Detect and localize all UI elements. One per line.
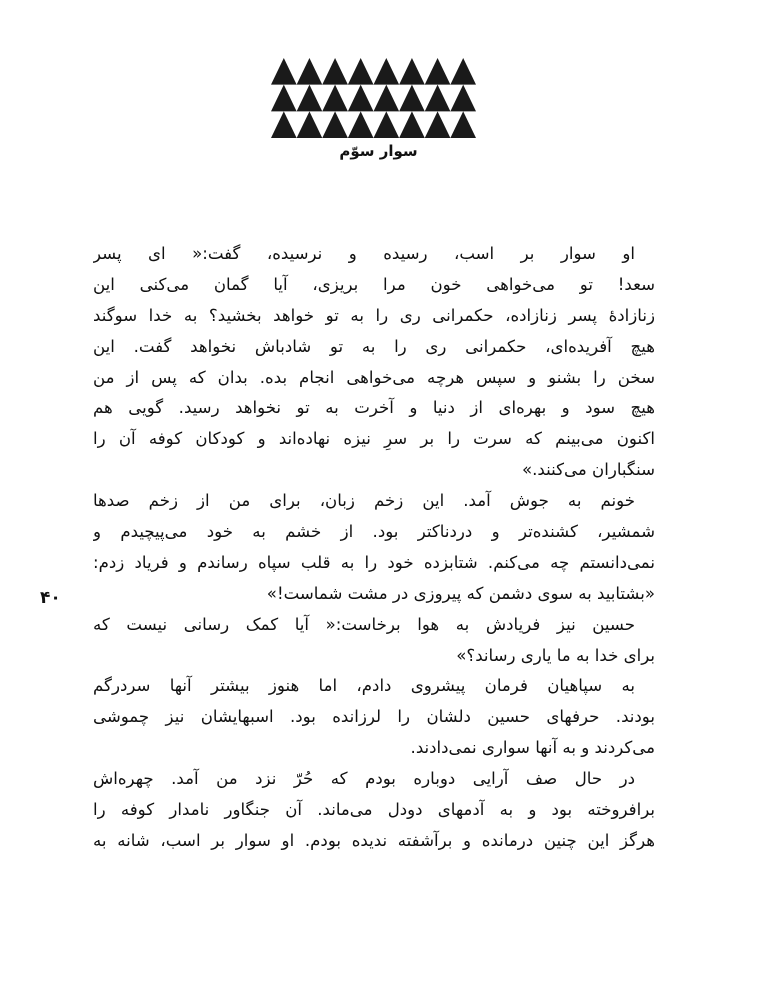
ornament-triangle — [297, 85, 323, 112]
text-line: او سوار بر اسب، رسیده و نرسیده، گفت:« ای پسر — [93, 244, 635, 263]
ornament-triangle — [374, 58, 400, 85]
ornament-triangle — [450, 85, 476, 112]
text-line: می‌کردند و به آنها سواری نمی‌دادند. — [410, 738, 655, 758]
text-line: حسین نیز فریادش به هوا برخاست:« آیا کمک رسانی نیست که — [93, 614, 635, 634]
text-line: سخن را بشنو و سپس هرچه می‌خواهی انجام بده. بدان که پس از من — [93, 367, 655, 387]
ornament-triangle — [399, 111, 425, 138]
text-line: هرگز این چنین درمانده و برآشفته ندیده بودم. او سوار بر اسب، شانه به — [93, 830, 655, 850]
ornament-triangle — [348, 111, 374, 138]
ornament-triangle — [322, 85, 348, 112]
text-line: هیچ آفریده‌ای، حکمرانی ری را به تو شادباش نخواهد گفت. این — [93, 336, 655, 356]
ornament-triangle — [348, 58, 374, 85]
ornament-triangle — [271, 58, 297, 85]
text-line: سعد! تو می‌خواهی خون مرا بریزی، آیا گمان می‌کنی این — [93, 274, 655, 294]
text-line: بودند. حرفهای حسین دلشان را لرزانده بود. اسبهایشان نیز چموشی — [93, 707, 655, 727]
text-line: برای خدا به ما یاری رساند؟» — [456, 645, 655, 665]
text-line: به سپاهیان فرمان پیشروی دادم، اما هنوز بیشتر آنها سردرگم — [93, 676, 635, 696]
ornament-triangle — [374, 111, 400, 138]
text-line: «بشتابید به سوی دشمن که پیروزی در مشت شماست!» — [266, 583, 655, 603]
ornament-triangle — [399, 58, 425, 85]
text-line: شمشیر، کشنده‌تر و دردناکتر بود. از خشم به خود می‌پیچیدم و — [93, 522, 655, 542]
text-line: زنازادۀ پسر زنازاده، حکمرانی ری را به تو خواهد بخشید؟ به خدا سوگند — [93, 305, 655, 325]
text-line: هیچ سود و بهره‌ای از دنیا و آخرت به تو نخواهد رسید. گویی هم — [93, 398, 655, 418]
text-line: سنگباران می‌کنند.» — [522, 460, 655, 480]
ornament-triangle — [271, 85, 297, 112]
page-number: ۴۰ — [40, 588, 61, 608]
ornament-triangle — [450, 58, 476, 85]
ornament-triangle — [450, 111, 476, 138]
text-line: برافروخته بود و به آدمهای دودل می‌ماند. آن جنگاور نامدار کوفه را — [93, 800, 655, 820]
ornament-triangle — [297, 111, 323, 138]
chapter-ornament — [271, 58, 476, 138]
text-line: خونم به جوش آمد. این زخم زبان، برای من از زخم صدها — [93, 491, 635, 511]
ornament-triangle — [322, 58, 348, 85]
text-line: در حال صف آرایی دوباره بودم که حُرّ نزد من آمد. چهره‌اش — [93, 769, 635, 789]
body-text — [93, 239, 655, 857]
text-line: نمی‌دانستم چه می‌کنم. شتابزده خود را به قلب سپاه رساندم و فریاد زدم: — [93, 552, 655, 572]
text-line: اکنون می‌بینم که سرت را بر سرِ نیزه نهاده‌اند و کودکان کوفه آن را — [93, 429, 655, 449]
ornament-triangle — [271, 111, 297, 138]
ornament-triangle — [425, 58, 451, 85]
ornament-triangle — [425, 85, 451, 112]
ornament-triangle — [348, 85, 374, 112]
ornament-triangle — [297, 58, 323, 85]
ornament-triangle — [425, 111, 451, 138]
chapter-title: سوار سوّم — [339, 142, 418, 160]
ornament-triangle — [399, 85, 425, 112]
ornament-triangle — [374, 85, 400, 112]
ornament-triangle — [322, 111, 348, 138]
